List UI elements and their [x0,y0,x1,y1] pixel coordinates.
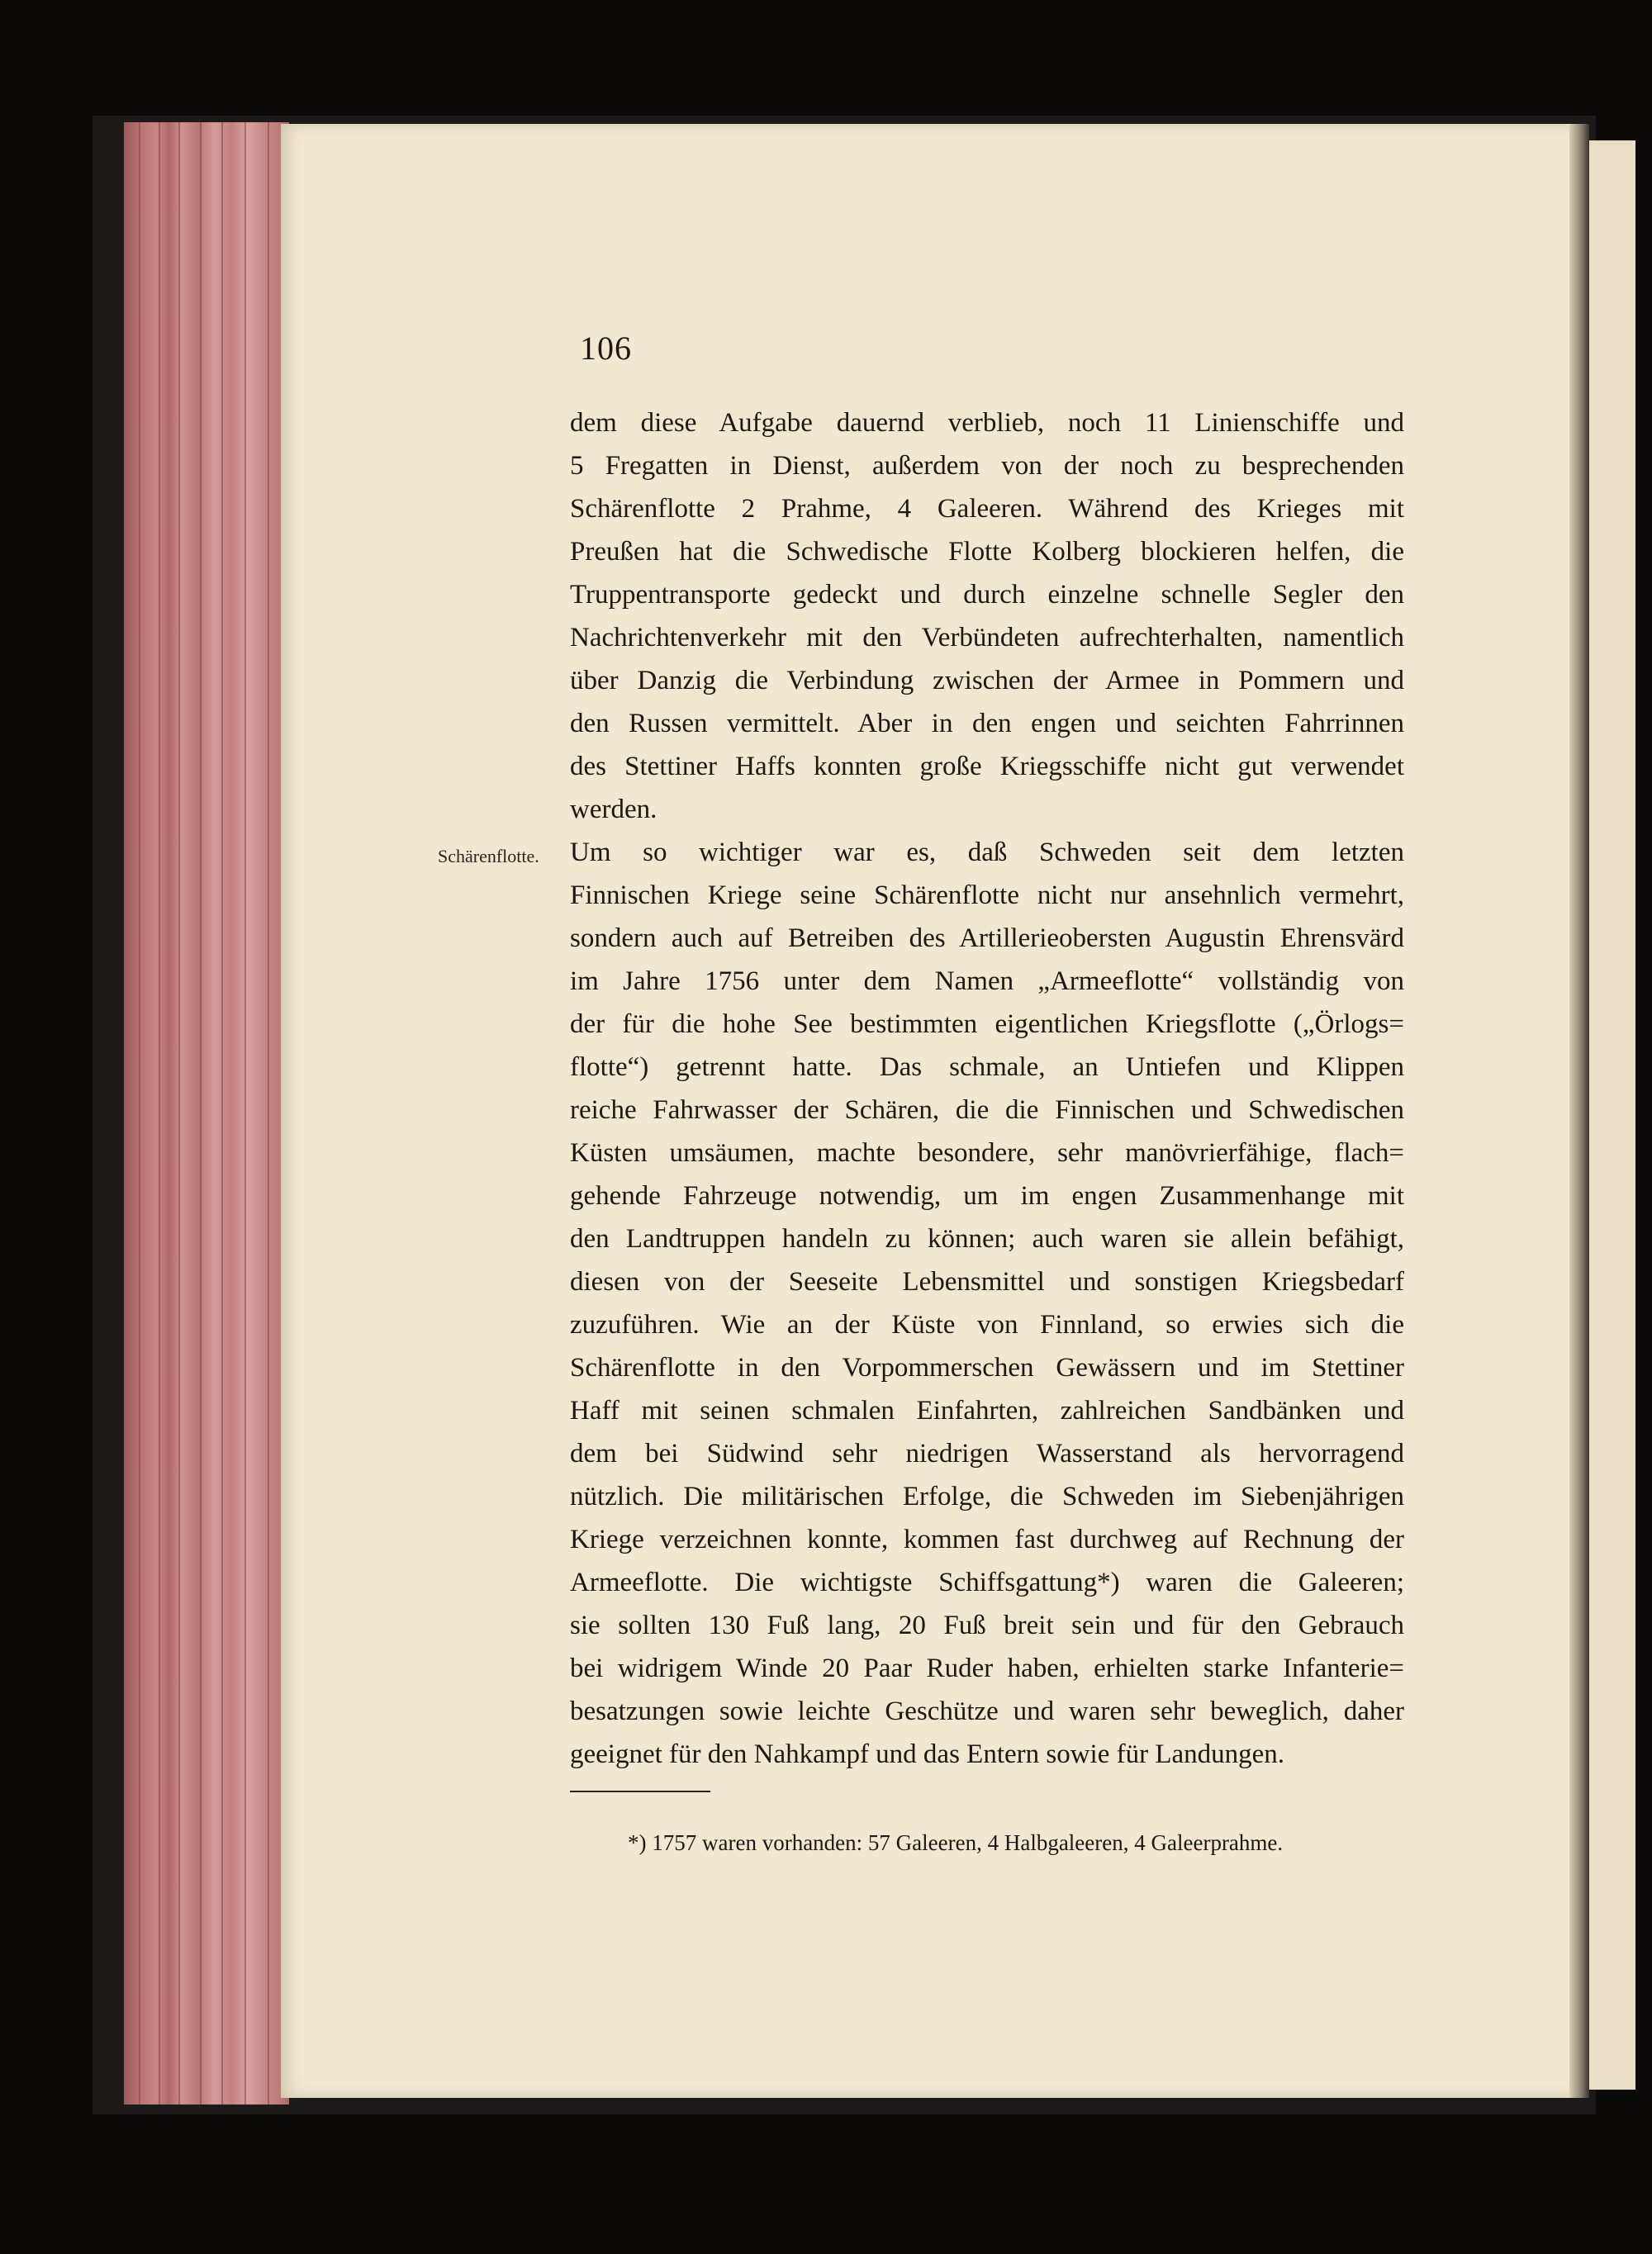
edge-stripe [244,122,246,2105]
text-line: Finnischen Kriege seine Schärenflotte nicht nur ansehnlich vermehrt, [570,880,1404,910]
text-line: 5 Fregatten in Dienst, außerdem von der noch zu besprechenden [570,451,1404,481]
book-gutter [1569,124,1589,2098]
text-line: zuzuführen. Wie an der Küste von Finnland, so erwies sich die [570,1310,1404,1340]
body-text [570,401,1404,1776]
text-line: reiche Fahrwasser der Schären, die die Finnischen und Schwedischen [570,1095,1404,1125]
text-line: nützlich. Die militärischen Erfolge, die Schweden im Siebenjährigen [570,1482,1404,1511]
text-line: flotte“) getrennt hatte. Das schmale, an Untiefen und Klippen [570,1052,1404,1082]
edge-stripe [200,122,202,2105]
edge-stripe [221,122,223,2105]
text-line: im Jahre 1756 unter dem Namen „Armeeflotte“ vollständig von [570,966,1404,996]
text-line: sie sollten 130 Fuß lang, 20 Fuß breit sein und für den Gebrauch [570,1611,1404,1640]
text-line: bei widrigem Winde 20 Paar Ruder haben, erhielten starke Infanterie= [570,1654,1404,1683]
text-line: den Landtruppen handeln zu können; auch waren sie allein befähigt, [570,1224,1404,1254]
text-line: Haff mit seinen schmalen Einfahrten, zahlreichen Sandbänken und [570,1396,1404,1426]
text-line: werden. [570,795,657,824]
text-line: des Stettiner Haffs konnten große Kriegsschiffe nicht gut verwendet [570,752,1404,781]
page-number: 106 [580,330,632,367]
text-line: besatzungen sowie leichte Geschütze und waren sehr beweglich, daher [570,1696,1404,1726]
edge-stripe [178,122,180,2105]
text-line: der für die hohe See bestimmten eigentlichen Kriegsflotte („Örlogs= [570,1009,1404,1039]
text-line: sondern auch auf Betreiben des Artillerieobersten Augustin Ehrensvärd [570,923,1404,953]
edge-stripe [139,122,140,2105]
text-line: Nachrichtenverkehr mit den Verbündeten aufrechterhalten, namentlich [570,623,1404,652]
text-line: Armeeflotte. Die wichtigste Schiffsgattung*) waren die Galeeren; [570,1568,1404,1597]
text-line: Küsten umsäumen, machte besondere, sehr manövrierfähige, flach= [570,1138,1404,1168]
edge-stripe [268,122,269,2105]
text-line: Schärenflotte in den Vorpommerschen Gewässern und im Stettiner [570,1353,1404,1383]
text-line: Schärenflotte 2 Prahme, 4 Galeeren. Während des Krieges mit [570,494,1404,524]
text-line: den Russen vermittelt. Aber in den engen und seichten Fahrrinnen [570,709,1404,738]
text-line: Truppentransporte gedeckt und durch einzelne schnelle Segler den [570,580,1404,610]
text-line: geeignet für den Nahkampf und das Entern sowie für Landungen. [570,1739,1285,1769]
footnote-rule [570,1791,710,1792]
margin-note: Schärenflotte. [438,846,539,866]
text-line: dem diese Aufgabe dauernd verblieb, noch 11 Linienschiffe und [570,408,1404,438]
text-line: dem bei Südwind sehr niedrigen Wasserstand als hervorragend [570,1439,1404,1469]
footnote: *) 1757 waren vorhanden: 57 Galeeren, 4 Halbgaleeren, 4 Galeerprahme. [628,1830,1284,1855]
text-line: Preußen hat die Schwedische Flotte Kolberg blockieren helfen, die [570,537,1404,567]
edge-stripe [159,122,160,2105]
text-line: Kriege verzeichnen konnte, kommen fast durchweg auf Rechnung der [570,1525,1404,1554]
text-line: Um so wichtiger war es, daß Schweden seit dem letzten [570,838,1404,867]
text-line: gehende Fahrzeuge notwendig, um im engen Zusammenhange mit [570,1181,1404,1211]
facing-page [1586,140,1635,2090]
text-line: über Danzig die Verbindung zwischen der Armee in Pommern und [570,666,1404,695]
text-line: diesen von der Seeseite Lebensmittel und sonstigen Kriegsbedarf [570,1267,1404,1297]
page-edges [124,122,289,2105]
